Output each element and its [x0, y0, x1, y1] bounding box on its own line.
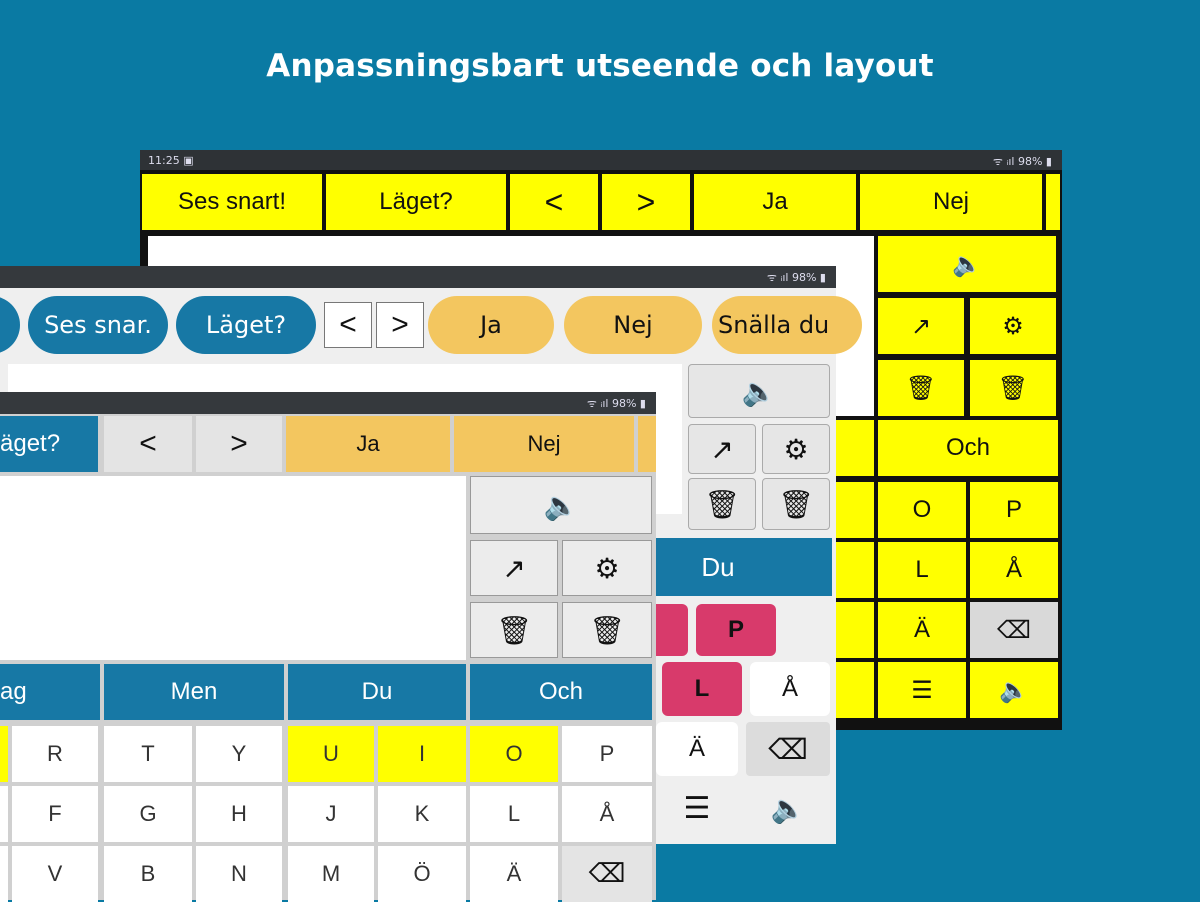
headline: Anpassningsbart utseende och layout: [266, 48, 934, 84]
word-button[interactable]: Men: [104, 664, 284, 720]
phrase-button[interactable]: Ja: [428, 296, 554, 354]
key[interactable]: K: [378, 786, 466, 842]
key[interactable]: L: [662, 662, 742, 716]
key[interactable]: [834, 662, 874, 718]
status-bar: [140, 150, 1062, 170]
prev-button[interactable]: <: [104, 416, 192, 472]
key[interactable]: [0, 786, 8, 842]
prev-button[interactable]: <: [510, 174, 598, 230]
key[interactable]: [834, 602, 874, 658]
key[interactable]: [834, 482, 874, 538]
key[interactable]: P: [970, 482, 1058, 538]
key[interactable]: T: [104, 726, 192, 782]
status-system: ᯤ ᵢıl 98% ▮: [992, 155, 1052, 168]
backspace-icon[interactable]: ⌫: [562, 846, 652, 902]
key[interactable]: L: [878, 542, 966, 598]
key[interactable]: P: [696, 604, 776, 656]
phrase-button[interactable]: [0, 296, 20, 354]
next-button[interactable]: >: [196, 416, 282, 472]
gear-icon[interactable]: ⚙: [762, 424, 830, 474]
message-text-area[interactable]: [0, 476, 466, 660]
trash-full-icon[interactable]: 🗑: [470, 602, 558, 658]
next-button[interactable]: >: [602, 174, 690, 230]
gear-icon[interactable]: ⚙: [970, 298, 1056, 354]
key[interactable]: Ö: [378, 846, 466, 902]
phrase-button[interactable]: äget?: [0, 416, 98, 472]
key[interactable]: [834, 542, 874, 598]
trash-icon[interactable]: 🗑: [970, 360, 1056, 416]
key[interactable]: Å: [750, 662, 830, 716]
prev-button[interactable]: <: [324, 302, 372, 348]
key[interactable]: G: [104, 786, 192, 842]
status-time: 11:25 ▣: [148, 154, 194, 167]
status-system: ᯤ ᵢıl 98% ▮: [766, 271, 826, 284]
key[interactable]: F: [12, 786, 98, 842]
gear-icon[interactable]: ⚙: [562, 540, 652, 596]
status-bar: [0, 392, 656, 414]
speaker-icon[interactable]: 🔈: [470, 476, 652, 534]
speaker-icon[interactable]: 🔈: [970, 662, 1058, 718]
key[interactable]: N: [196, 846, 282, 902]
trash-icon[interactable]: 🗑: [562, 602, 652, 658]
phrase-button[interactable]: [638, 416, 656, 472]
phrase-button[interactable]: Ja: [694, 174, 856, 230]
phrase-button[interactable]: Ja: [286, 416, 450, 472]
key[interactable]: Å: [562, 786, 652, 842]
key[interactable]: J: [288, 786, 374, 842]
key[interactable]: [0, 846, 8, 902]
key[interactable]: Y: [196, 726, 282, 782]
key[interactable]: R: [12, 726, 98, 782]
key[interactable]: L: [470, 786, 558, 842]
word-button[interactable]: [834, 420, 874, 476]
trash-icon[interactable]: 🗑: [762, 478, 830, 530]
word-button[interactable]: Du: [604, 538, 832, 596]
phrase-button[interactable]: Nej: [564, 296, 702, 354]
key[interactable]: V: [12, 846, 98, 902]
share-arrow-icon[interactable]: ↗: [688, 424, 756, 474]
speaker-icon[interactable]: 🔈: [878, 236, 1056, 292]
phrase-button[interactable]: Nej: [454, 416, 634, 472]
classic-theme-screen: [0, 392, 656, 900]
status-system: ᯤ ᵢıl 98% ▮: [586, 397, 646, 410]
backspace-icon[interactable]: ⌫: [746, 722, 830, 776]
phrase-button[interactable]: Läget?: [176, 296, 316, 354]
backspace-icon[interactable]: ⌫: [970, 602, 1058, 658]
key[interactable]: I: [378, 726, 466, 782]
share-arrow-icon[interactable]: ↗: [878, 298, 964, 354]
key[interactable]: H: [196, 786, 282, 842]
trash-full-icon[interactable]: 🗑: [688, 478, 756, 530]
word-button[interactable]: Och: [878, 420, 1058, 476]
phrase-button[interactable]: Ses snar.: [28, 296, 168, 354]
key[interactable]: B: [104, 846, 192, 902]
menu-icon[interactable]: ☰: [878, 662, 966, 718]
word-button[interactable]: Och: [470, 664, 652, 720]
key[interactable]: Ä: [656, 722, 738, 776]
speaker-icon[interactable]: 🔈: [688, 364, 830, 418]
phrase-button[interactable]: Snälla du: [712, 296, 862, 354]
key[interactable]: Å: [970, 542, 1058, 598]
status-bar: [0, 266, 836, 288]
word-button[interactable]: ag: [0, 664, 100, 720]
phrase-button[interactable]: [1046, 174, 1060, 230]
key[interactable]: M: [288, 846, 374, 902]
phrase-button[interactable]: Nej: [860, 174, 1042, 230]
key[interactable]: O: [878, 482, 966, 538]
next-button[interactable]: >: [376, 302, 424, 348]
key[interactable]: Ä: [470, 846, 558, 902]
speaker-icon[interactable]: 🔈: [770, 791, 806, 825]
key[interactable]: P: [562, 726, 652, 782]
trash-full-icon[interactable]: 🗑: [878, 360, 964, 416]
key[interactable]: Ä: [878, 602, 966, 658]
key[interactable]: U: [288, 726, 374, 782]
phrase-button[interactable]: Läget?: [326, 174, 506, 230]
share-arrow-icon[interactable]: ↗: [470, 540, 558, 596]
phrase-button[interactable]: Ses snart!: [142, 174, 322, 230]
key[interactable]: O: [470, 726, 558, 782]
word-button[interactable]: Du: [288, 664, 466, 720]
key[interactable]: [0, 726, 8, 782]
menu-icon[interactable]: ☰: [683, 790, 711, 826]
